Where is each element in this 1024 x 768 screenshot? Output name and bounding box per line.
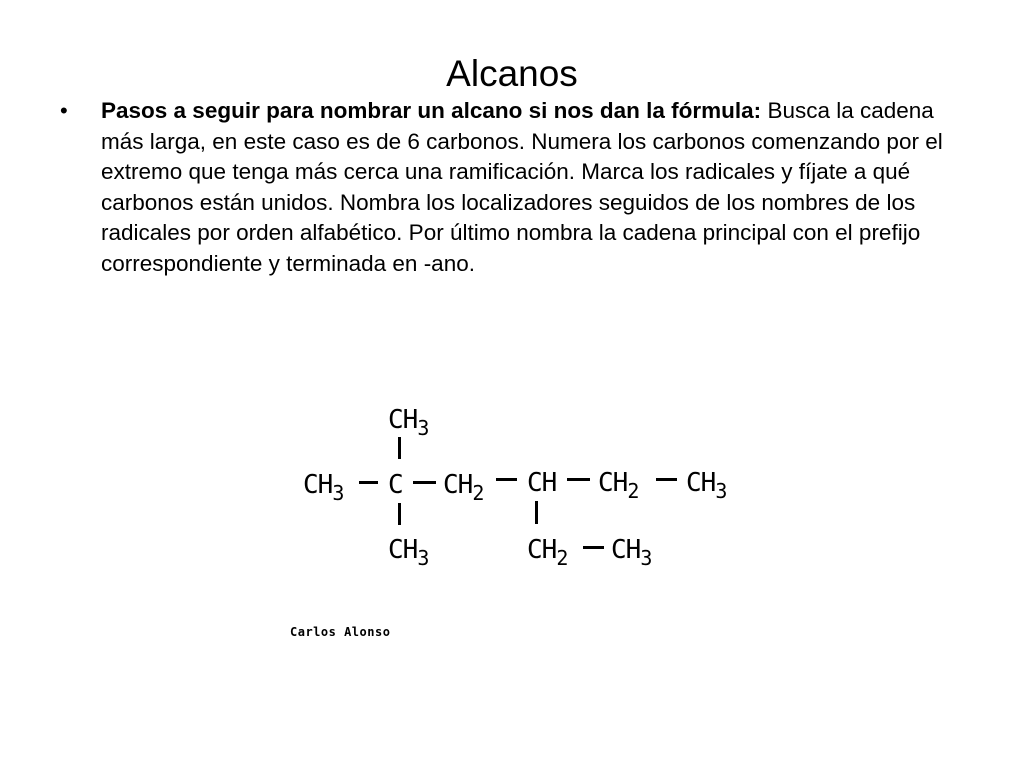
atom-branch-ch3: $CH_3$ — [611, 535, 652, 570]
atom-bottom-ch3: $CH_3$ — [388, 535, 429, 570]
atom-branch-ch2: $CH_2$ — [527, 535, 568, 570]
atom-c3: $CH_2$ — [443, 470, 484, 505]
bond-c5-c6 — [656, 478, 677, 481]
bullet-text: Busca la cadena más larga, en este caso es de 6 carbonos. Numera los carbonos comenzando por el extremo que tenga más cerca una ramificación. Marca los radicales y fíjate a qué carbonos están unidos. Nombra los localizadores seguidos de los nombres de los radicales por orden alfabético. Por último nombra la cadena principal con el prefijo correspondiente y terminada en -ano. — [101, 98, 943, 276]
bond-top — [398, 437, 401, 459]
slide-title: Alcanos — [446, 52, 578, 94]
bond-c1-c2 — [359, 481, 378, 484]
bond-c2-bottom — [398, 503, 401, 525]
image-credit: Carlos Alonso — [290, 625, 391, 639]
atom-c4: CH — [527, 468, 557, 498]
atom-c2: C — [388, 470, 403, 500]
atom-c5: $CH_2$ — [598, 468, 639, 503]
bond-c3-c4 — [496, 478, 517, 481]
bullet-bold-lead: Pasos a seguir para nombrar un alcano si nos dan la fórmula: — [101, 98, 762, 123]
atom-c1: $CH_3$ — [303, 470, 344, 505]
atom-top-ch3: $CH_3$ — [388, 405, 429, 440]
bond-c4-bottom — [535, 501, 538, 524]
bond-c4-c5 — [567, 478, 590, 481]
atom-c6: $CH_3$ — [686, 468, 727, 503]
bond-c2-c3 — [413, 481, 436, 484]
bullet-marker: • — [60, 98, 68, 123]
bond-branch-ch2-ch3 — [583, 546, 604, 549]
